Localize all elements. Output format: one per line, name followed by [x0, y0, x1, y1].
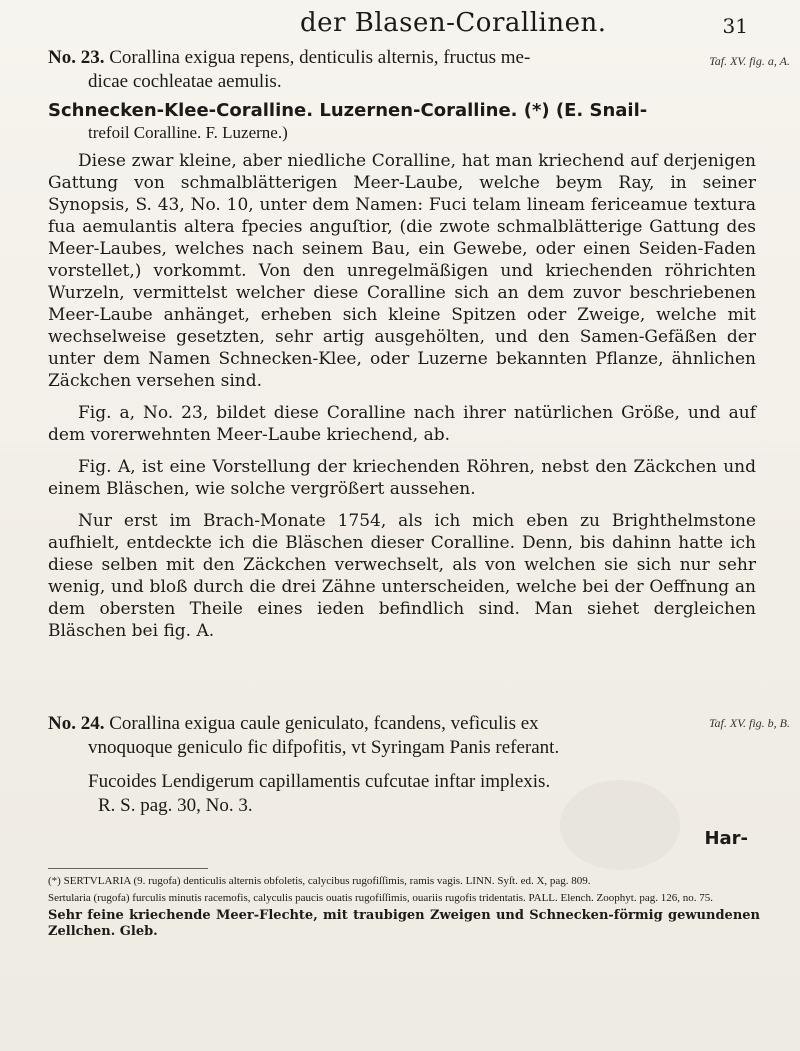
footnote-linnaeus: (*) SERTVLARIA (9. rugofa) denticulis alternis obfoletis, calycibus rugofiſſimis, ramis vagis. LINN. Syſt. ed. X, pag. 809. [48, 875, 591, 887]
footnote-german: Sehr feine kriechende Meer-Flechte, mit traubigen Zweigen und Schnecken-förmig gewundenen Zellchen. Gleb. [48, 908, 760, 939]
catchword: Har- [704, 828, 748, 849]
entry-24-heading [48, 712, 688, 760]
body-paragraph: Diese zwar kleine, aber niedliche Coralline, hat man kriechend auf derjenigen Gattung von schmalblätterigen Meer-Laube, welche beym Ray, in seiner Synopsis, S. 43, No. 10, unter dem Namen: Fuci telam lineam fericeamue textura fua aemulantis altera fpecies anguſtior, (die zwote schmalblätterige Gattung des Meer-Laubes, welches nach seinem Bau, ein Gewebe, oder einen Seiden-Faden vorstellet,) vorkommt. Von den unregelmäßigen und kriechenden röhrichten Wurzeln, vermittelst welcher diese Coralline sich an dem zuvor beschriebenen Meer-Laube anhänget, erheben sich kleine Spitzen oder Zweige, welche mit wechselweise gesetzten, sehr artig ausgehölten, und den Samen-Gefäßen der unter dem Namen Schnecken-Klee, oder Luzerne bekannten Pflanze, ähnlichen Zäckchen versehen sind. [48, 151, 756, 391]
latin-description-cont: vnoquoque geniculo fic difpofitis, vt Syringam Panis referant. [88, 737, 560, 758]
latin-description-cont: dicae cochleatae aemulis. [88, 71, 282, 92]
footnote-pallas: Sertularia (rugofa) furculis minutis racemofis, calyculis paucis ouatis rugofiſſimis, ouariis rugofis tridentatis. PALL. Elench. Zoophyt. pag. 126, no. 75. [48, 892, 713, 904]
german-name: Schnecken-Klee-Coralline. Luzernen-Coralline. (*) (E. Snail- [48, 100, 648, 121]
plate-reference: Taf. XV. fig. a, A. [709, 54, 790, 68]
synonym-source: R. S. pag. 30, No. 3. [98, 795, 253, 816]
body-paragraph: Fig. A, ist eine Vorstellung der kriechenden Röhren, nebst den Zäckchen und einem Bläschen, wie solche vergrößert aussehen. [48, 457, 756, 499]
body-paragraph: Fig. a, No. 23, bildet diese Coralline nach ihrer natürlichen Größe, und auf dem vorerwehnten Meer-Laube kriechend, ab. [48, 403, 756, 445]
footnote-rule [48, 868, 208, 869]
german-name-cont: trefoil Coralline. F. Luzerne.) [88, 123, 288, 142]
entry-24-synonym [88, 770, 728, 818]
entry-23-heading [48, 46, 688, 94]
entry-number: No. 23. [48, 47, 105, 68]
synonym-line: Fucoides Lendigerum capillamentis cufcutae inftar implexis. [88, 771, 551, 792]
entry-23-vernacular [48, 100, 768, 145]
page-number: 31 [722, 14, 748, 38]
running-title: der Blasen-Corallinen. [300, 8, 607, 38]
latin-description: Corallina exigua caule geniculato, fcandens, vefìculis ex [109, 713, 539, 734]
entry-number: No. 24. [48, 713, 105, 734]
latin-description: Corallina exigua repens, denticulis alternis, fructus me- [109, 47, 531, 68]
footnotes [48, 874, 760, 940]
body-paragraph: Nur erst im Brach-Monate 1754, als ich mich eben zu Brighthelmstone aufhielt, entdeckte ich die Bläschen dieser Coralline. Denn, bis dahinn hatte ich diese selben mit den Zäckchen verwechselt, als von welchen sie sich nur sehr wenig, und bloß durch die drei Zähne unterscheiden, welche bei der Oeffnung an dem obersten Theile eines ieden befindlich sind. Man siehet dergleichen Bläschen bei fig. A. [48, 511, 756, 641]
entry-23-body [48, 150, 756, 642]
plate-reference: Taf. XV. fig. b, B. [708, 716, 790, 730]
page-header [0, 8, 800, 40]
